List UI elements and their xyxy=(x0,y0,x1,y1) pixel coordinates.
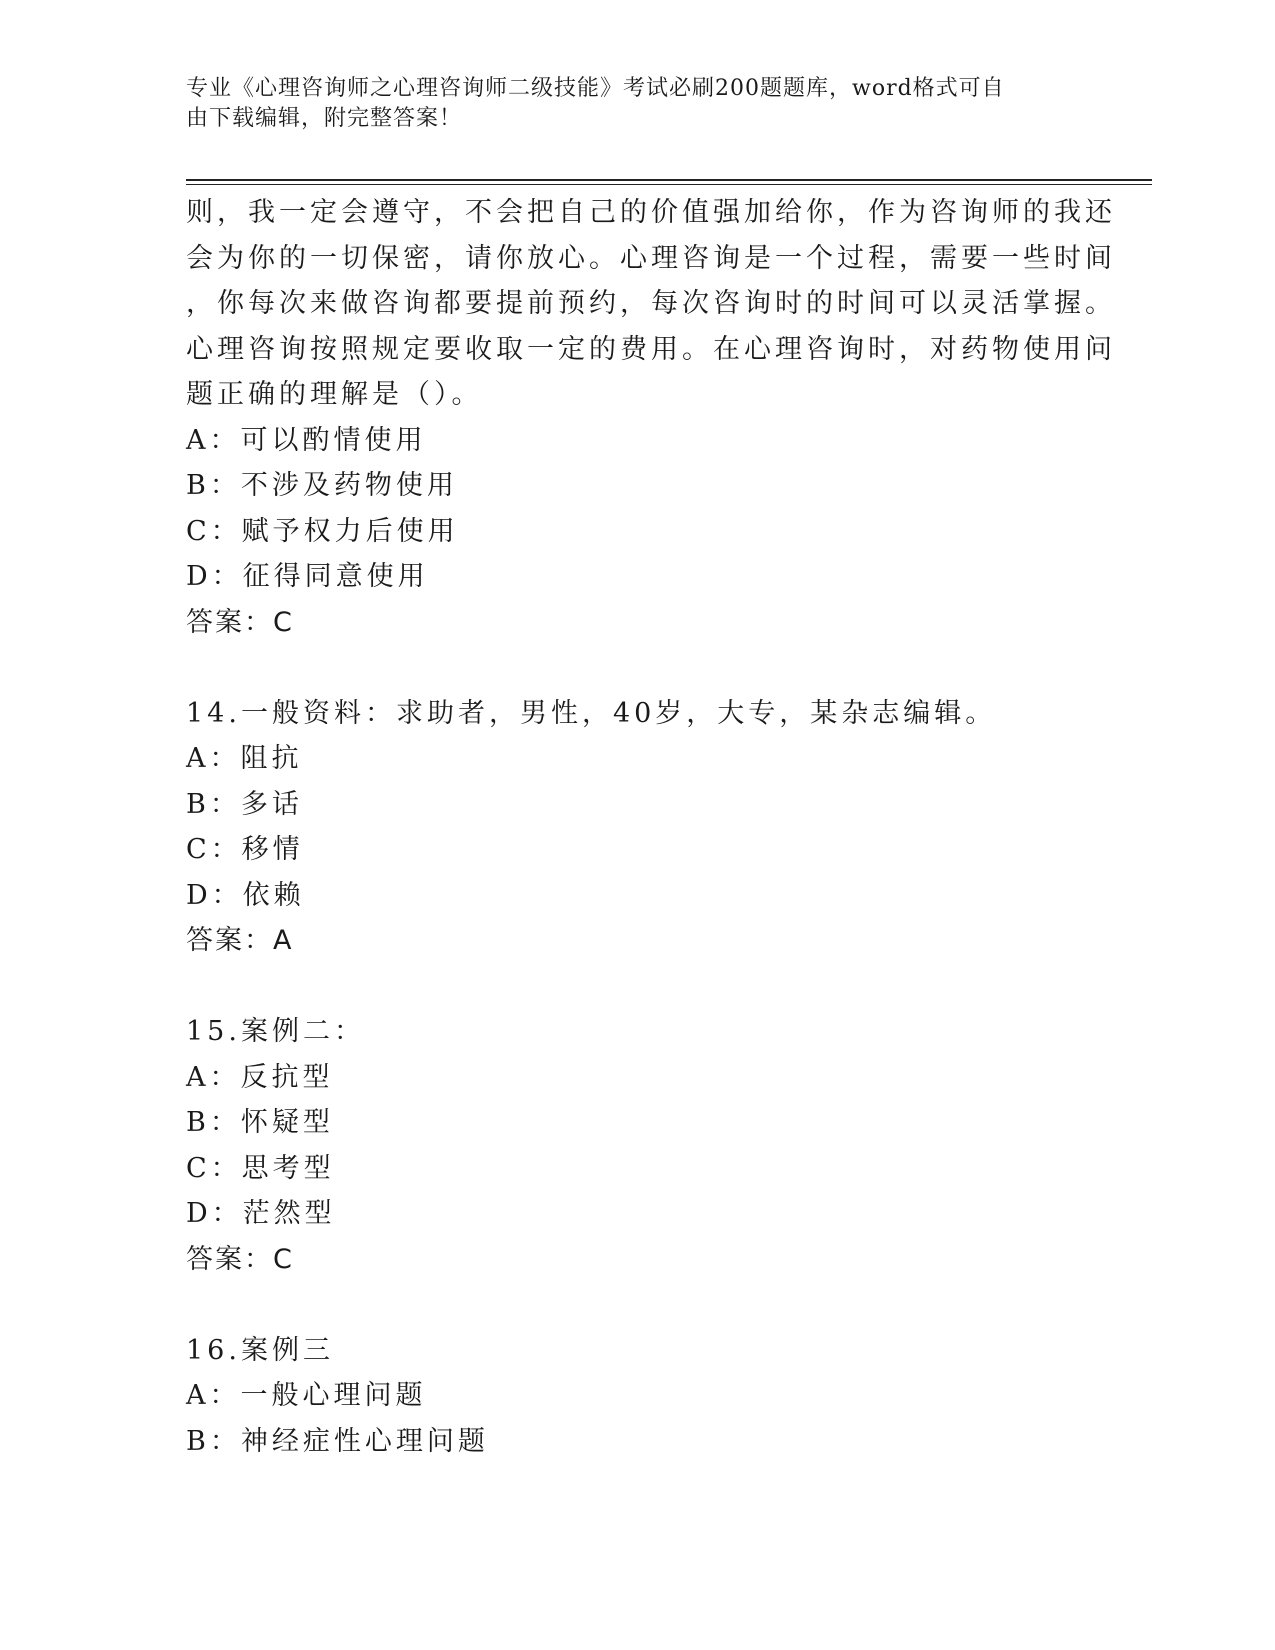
answer: 答案：C xyxy=(186,606,294,638)
question-14 xyxy=(186,691,1086,964)
spacer xyxy=(186,1282,1086,1328)
question-15 xyxy=(186,1009,1086,1282)
option-c: C：赋予权力后使用 xyxy=(186,515,459,547)
option-b: B：怀疑型 xyxy=(186,1107,334,1138)
option-b: B：多话 xyxy=(186,788,303,820)
option-b: B：神经症性心理问题 xyxy=(186,1425,489,1457)
answer: 答案：A xyxy=(186,925,294,956)
header-line-2: 由下载编辑，附完整答案！ xyxy=(186,106,463,131)
option-d: D：依赖 xyxy=(186,879,305,911)
option-c: C：移情 xyxy=(186,834,304,865)
header-line-1: 专业《心理咨询师之心理咨询师二级技能》考试必刷200题题库，word格式可自 xyxy=(186,76,1005,101)
question-stem: 14.一般资料：求助者，男性，40岁，大专，某杂志编辑。 xyxy=(186,697,997,729)
answer: 答案：C xyxy=(186,1243,294,1275)
spacer xyxy=(186,964,1086,1010)
header-rule-thick xyxy=(186,179,1152,181)
question-16 xyxy=(186,1328,1086,1465)
question-13 xyxy=(186,190,1116,645)
question-stem-line: 则，我一定会遵守，不会把自己的价值强加给你，作为咨询师的我还 xyxy=(186,197,1116,228)
spacer xyxy=(186,645,1086,691)
header-rule-thin xyxy=(186,184,1152,185)
option-a: A：一般心理问题 xyxy=(186,1380,427,1411)
option-d: D：征得同意使用 xyxy=(186,561,429,592)
option-d: D：茫然型 xyxy=(186,1198,336,1229)
document-body xyxy=(186,190,1116,1464)
question-stem-line: ，你每次来做咨询都要提前预约，每次咨询时的时间可以灵活掌握。 xyxy=(186,288,1116,319)
question-stem: 15.案例二： xyxy=(186,1016,365,1047)
option-c: C：思考型 xyxy=(186,1152,335,1184)
option-a: A：反抗型 xyxy=(186,1061,334,1093)
question-stem-line: 题正确的理解是（）。 xyxy=(186,379,483,410)
option-a: A：阻抗 xyxy=(186,743,303,774)
document-header xyxy=(186,74,1086,134)
option-a: A：可以酌情使用 xyxy=(186,424,427,456)
option-b: B：不涉及药物使用 xyxy=(186,470,458,501)
question-stem-line: 会为你的一切保密，请你放心。心理咨询是一个过程，需要一些时间 xyxy=(186,242,1116,274)
question-stem-line: 心理咨询按照规定要收取一定的费用。在心理咨询时，对药物使用问 xyxy=(186,333,1116,365)
question-stem: 16.案例三 xyxy=(186,1334,334,1366)
